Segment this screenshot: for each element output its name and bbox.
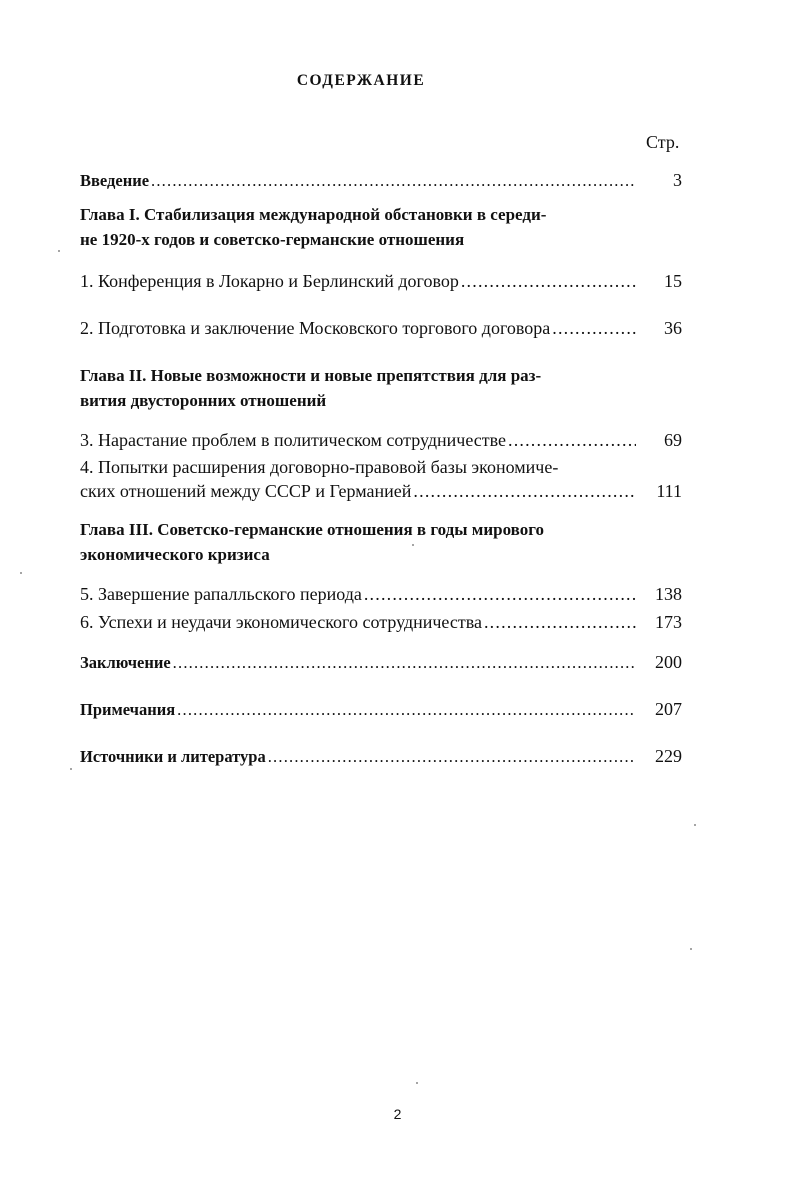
toc-entry-label: Примечания: [80, 700, 176, 719]
toc-entry-label: 1. Конференция в Локарно и Берлинский договор: [80, 271, 459, 291]
toc-entry-intro: [80, 168, 682, 193]
chapter-1-heading-line1: Глава I. Стабилизация международной обстановки в середи-: [80, 205, 547, 224]
toc-entry-label: 2. Подготовка и заключение Московского торгового договора: [80, 318, 551, 338]
chapter-3-heading: [80, 517, 640, 567]
dot-leader: [484, 610, 636, 634]
toc-entry-notes: [80, 697, 682, 722]
toc-entry-page: 15: [664, 271, 682, 291]
toc-entry-label: Введение: [80, 171, 150, 190]
toc-entry-section-2: [80, 316, 682, 340]
toc-entry-sources: [80, 744, 682, 769]
chapter-1-heading: [80, 202, 640, 252]
toc-entry-page: 138: [655, 584, 682, 604]
toc-entry-page: 69: [664, 430, 682, 450]
dot-leader: [177, 698, 636, 722]
toc-title: СОДЕРЖАНИЕ: [296, 72, 426, 89]
page-column-label: Стр.: [646, 132, 680, 152]
scan-speck: [690, 948, 692, 950]
dot-leader: [413, 479, 636, 503]
toc-entry-section-3: [80, 428, 682, 452]
toc-entry-label: Заключение: [80, 653, 171, 672]
toc-entry-section-4: [80, 455, 682, 503]
chapter-2-heading-line2: вития двусторонних отношений: [80, 391, 327, 410]
dot-leader: [173, 651, 636, 675]
scan-speck: [20, 572, 22, 574]
page-number: 2: [393, 1106, 402, 1122]
dot-leader: [151, 169, 636, 193]
scan-speck: [416, 1082, 418, 1084]
chapter-2-heading: [80, 363, 640, 413]
toc-entry-label: 5. Завершение рапалльского периода: [80, 584, 362, 604]
dot-leader: [268, 745, 636, 769]
toc-entry-page: 111: [656, 481, 682, 501]
toc-entry-page: 200: [655, 652, 682, 672]
dot-leader: [552, 316, 636, 340]
dot-leader: [364, 582, 636, 606]
toc-entry-section-6: [80, 610, 682, 634]
dot-leader: [461, 269, 636, 293]
toc-entry-page: 207: [655, 699, 682, 719]
toc-entry-page: 36: [664, 318, 682, 338]
toc-entry-section-1: [80, 269, 682, 293]
chapter-2-heading-line1: Глава II. Новые возможности и новые препятствия для раз-: [80, 366, 542, 385]
toc-entry-section-5: [80, 582, 682, 606]
toc-entry-label: 3. Нарастание проблем в политическом сотрудничестве: [80, 430, 506, 450]
toc-entry-label-line1: 4. Попытки расширения договорно-правовой базы экономиче-: [80, 457, 559, 477]
chapter-3-heading-line2: экономического кризиса: [80, 545, 270, 564]
dot-leader: [508, 428, 636, 452]
chapter-1-heading-line2: не 1920-х годов и советско-германские отношения: [80, 230, 465, 249]
scan-speck: [58, 250, 60, 252]
toc-entry-label: Источники и литература: [80, 747, 266, 766]
toc-entry-label: 6. Успехи и неудачи экономического сотрудничества: [80, 612, 482, 632]
toc-entry-label-line2: ских отношений между СССР и Германией: [80, 481, 412, 501]
toc-entry-page: 3: [673, 170, 682, 190]
scan-speck: [412, 544, 414, 546]
toc-entry-page: 173: [655, 612, 682, 632]
toc-entry-page: 229: [655, 746, 682, 766]
toc-entry-conclusion: [80, 650, 682, 675]
scan-speck: [70, 768, 72, 770]
scan-speck: [694, 824, 696, 826]
chapter-3-heading-line1: Глава III. Советско-германские отношения в годы мирового: [80, 520, 545, 539]
